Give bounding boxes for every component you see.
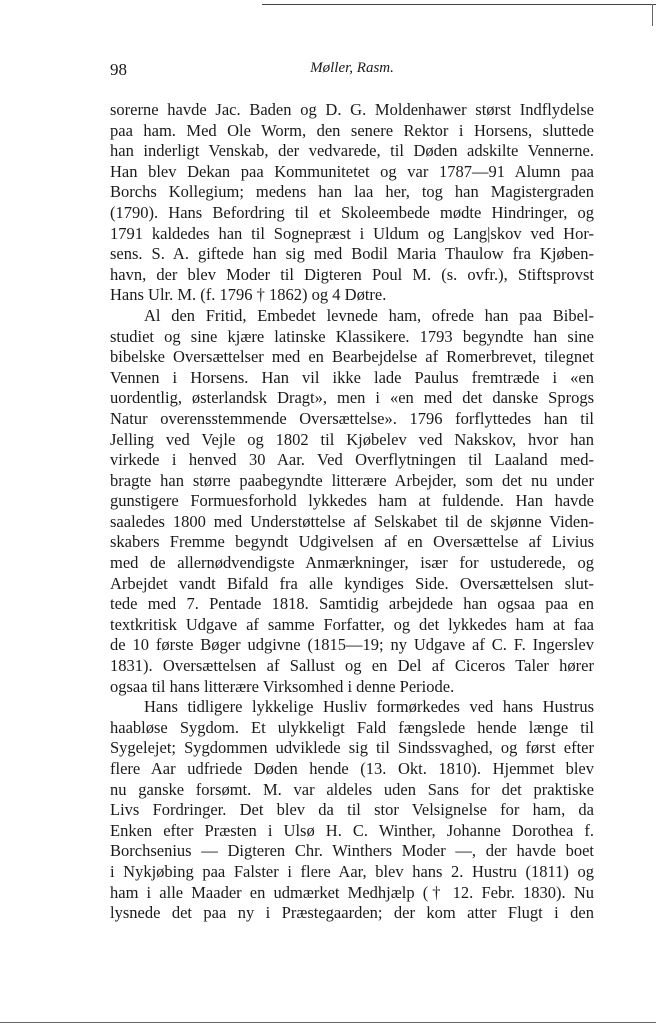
text-line: Jelling ved Vejle og 1802 til Kjøbelev ved Nakskov, hvor han (110, 429, 594, 449)
text-line: bragte han større paabegyndte litterære Arbejder, som det nu under (110, 470, 594, 490)
text-line: saaledes 1800 med Understøttelse af Selskabet til de skjønne Viden- (110, 511, 594, 531)
top-rule (262, 4, 656, 5)
text-line: (1790). Hans Befordring til et Skoleembede mødte Hindringer, og (110, 202, 594, 222)
text-line: havn, der blev Moder til Digteren Poul M. (s. ovfr.), Stiftsprovst (110, 264, 594, 284)
text-line: de 10 første Bøger udgivne (1815—19; ny Udgave af C. F. Ingerslev (110, 635, 594, 655)
text-line: skabers Fremme begyndt Udgivelsen af en Oversættelse af Livius (110, 532, 594, 552)
text-line: textkritisk Udgave af samme Forfatter, og det lykkedes ham at faa (110, 614, 594, 634)
text-line: tede med 7. Pentade 1818. Samtidig arbejdede han ogsaa paa en (110, 594, 594, 614)
text-line: med de allernødvendigste Anmærkninger, især for ustuderede, og (110, 553, 594, 573)
text-line: Han blev Dekan paa Kommunitetet og var 1787—91 Alumn paa (110, 161, 594, 181)
page-header (110, 60, 594, 82)
text-line: virkede i henved 30 Aar. Ved Overflytningen til Laaland med- (110, 450, 594, 470)
text-line: i Nykjøbing paa Falster i flere Aar, blev hans 2. Hustru (1811) og (110, 861, 594, 881)
text-line: Al den Fritid, Embedet levnede ham, ofrede han paa Bibel- (144, 305, 594, 325)
page-number: 98 (110, 60, 127, 79)
text-line: 1831). Oversættelsen af Sallust og en Del af Ciceros Taler hører (110, 656, 594, 676)
text-line: Borchsenius — Digteren Chr. Winthers Moder —, der havde boet (110, 841, 594, 861)
body-text (110, 100, 594, 924)
text-line: ogsaa til hans litterære Virksomhed i denne Periode. (110, 676, 455, 696)
text-line: Enken efter Præsten i Ulsø H. C. Winther, Johanne Dorothea f. (110, 820, 594, 840)
text-line: gunstigere Formuesforhold lykkedes ham at fuldende. Han havde (110, 491, 594, 511)
running-title: Møller, Rasm. (310, 60, 394, 76)
text-line: Hans tidligere lykkelige Husliv formørkedes ved hans Hustrus (144, 697, 594, 717)
text-line: uordentlig, østerlandsk Dragt», men i «en med det danske Sprogs (110, 388, 594, 408)
text-line: Hans Ulr. M. (f. 1796 † 1862) og 4 Døtre. (110, 285, 387, 305)
text-line: Borchs Kollegium; medens han laa her, tog han Magistergraden (110, 182, 594, 202)
text-line: sorerne havde Jac. Baden og D. G. Moldenhawer størst Indflydelse (110, 100, 594, 119)
text-line: Sygelejet; Sygdommen udviklede sig til Sindssvaghed, og først efter (110, 738, 594, 758)
text-line: han inderligt Venskab, der vedvarede, til Døden adskilte Vennerne. (110, 141, 594, 161)
text-line: Natur overensstemmende Oversættelse». 1796 forflyttedes han til (110, 408, 594, 428)
bottom-rule (0, 1022, 656, 1023)
text-line: 1791 kaldedes han til Sognepræst i Uldum og Lang|skov ved Hor- (110, 223, 594, 243)
text-line: bibelske Oversættelser med en Bearbejdelse af Romerbrevet, tilegnet (110, 347, 594, 367)
text-line: paa ham. Med Ole Worm, den senere Rektor i Horsens, sluttede (110, 120, 594, 140)
right-edge-rule (652, 4, 653, 26)
text-line: flere Aar udfriede Døden hende (13. Okt. 1810). Hjemmet blev (110, 759, 594, 778)
text-line: lysnede det paa ny i Præstegaarden; der kom atter Flugt i den (110, 903, 594, 923)
text-line: nu ganske forsømt. M. var aldeles uden Sans for det praktiske (110, 779, 594, 799)
text-line: Arbejdet vandt Bifald fra alle kyndiges Side. Oversættelsen slut- (110, 573, 594, 593)
text-line: studiet og sine kjære latinske Klassikere. 1793 begyndte han sine (110, 326, 594, 346)
text-line: Vennen i Horsens. Han vil ikke lade Paulus fremtræde i «en (110, 367, 594, 387)
text-line: ham i alle Maader en udmærket Medhjælp († 12. Febr. 1830). Nu (110, 882, 594, 902)
text-line: sens. S. A. giftede han sig med Bodil Maria Thaulow fra Kjøben- (110, 244, 594, 264)
text-line: Livs Fordringer. Det blev da til stor Velsignelse for ham, da (110, 800, 594, 820)
text-line: haabløse Sygdom. Et ulykkeligt Fald fængslede hende længe til (110, 717, 594, 737)
